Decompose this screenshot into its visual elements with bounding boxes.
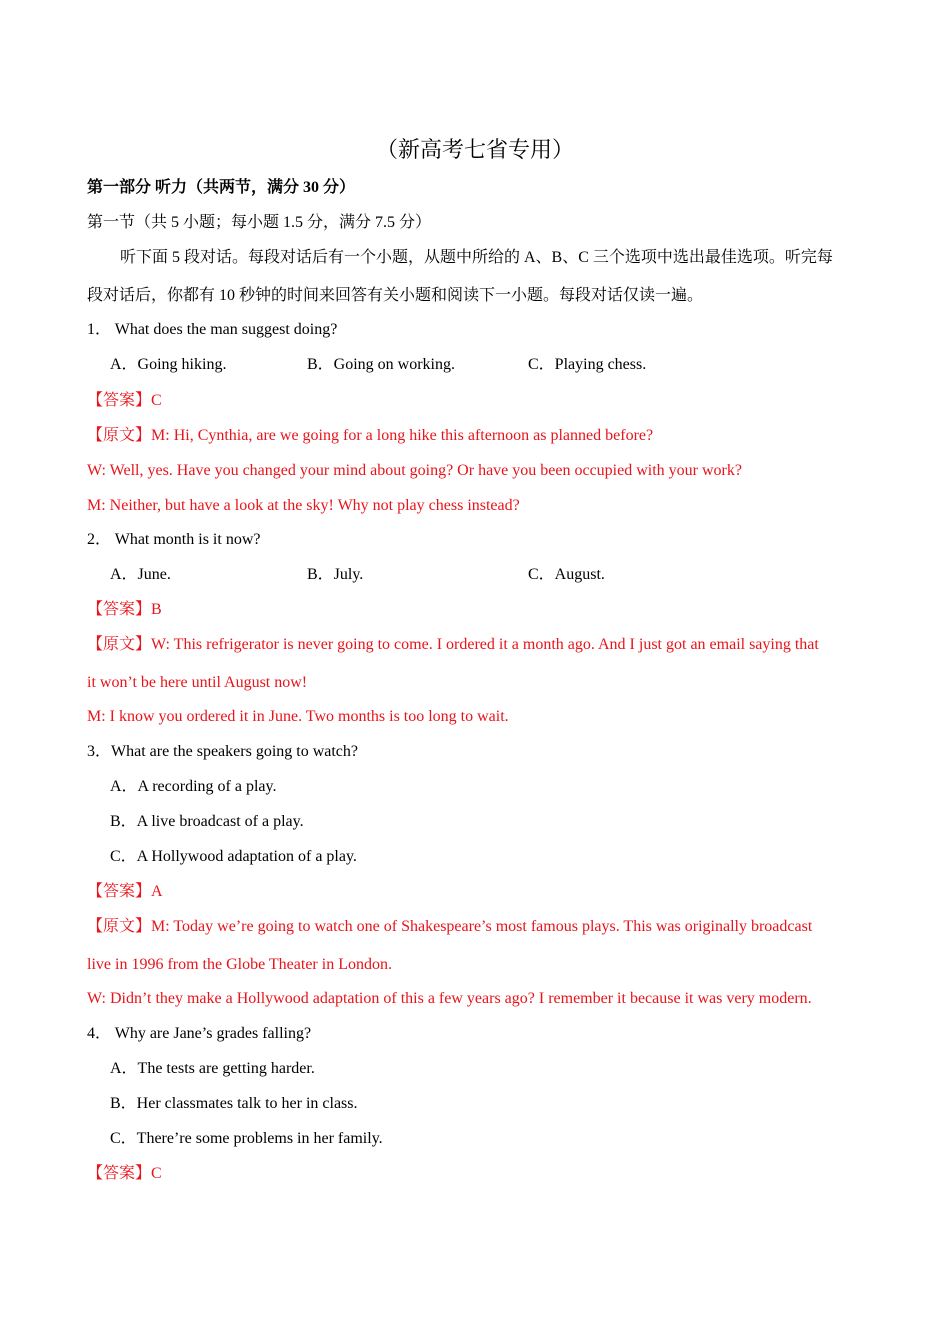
question-2-answer [87, 600, 162, 620]
section-heading: 第一节（共 5 小题；每小题 1.5 分，满分 7.5 分） [87, 214, 432, 231]
question-2-option-a: A．June. [110, 566, 171, 583]
question-4-answer [87, 1164, 162, 1184]
question-3-option-a: A．A recording of a play. [110, 778, 277, 795]
question-1-option-a: A．Going hiking. [110, 356, 227, 373]
answer-tag: 【答案】 [87, 1165, 152, 1182]
answer-tag: 【答案】 [87, 601, 152, 618]
question-1-stem: 1． What does the man suggest doing? [87, 321, 338, 338]
answer-value: C [151, 1165, 162, 1182]
question-4-option-a: A．The tests are getting harder. [110, 1060, 315, 1077]
script-text: M: Today we’re going to watch one of Shakespeare’s most famous plays. This was originally broadcast [151, 918, 813, 935]
question-1-script-line-3: M: Neither, but have a look at the sky! Why not play chess instead? [87, 497, 520, 514]
instructions-line-1: 听下面 5 段对话。每段对话后有一个小题，从题中所给的 A、B、C 三个选项中选出最佳选项。听完每 [120, 249, 833, 266]
script-tag: 【原文】 [87, 918, 152, 935]
page-title: （新高考七省专用） [375, 137, 574, 162]
question-3-script-line-3: W: Didn’t they make a Hollywood adaptation of this a few years ago? I remember it because it was very modern. [87, 990, 812, 1007]
script-tag: 【原文】 [87, 636, 152, 653]
question-1-script-line-2: W: Well, yes. Have you changed your mind about going? Or have you been occupied with your work? [87, 462, 742, 479]
question-4-stem: 4． Why are Jane’s grades falling? [87, 1025, 312, 1042]
question-4-option-b: B．Her classmates talk to her in class. [110, 1095, 358, 1112]
answer-value: C [151, 392, 162, 409]
instructions-line-2: 段对话后，你都有 10 秒钟的时间来回答有关小题和阅读下一小题。每段对话仅读一遍。 [87, 287, 704, 304]
answer-value: B [151, 601, 162, 618]
script-text: M: Hi, Cynthia, are we going for a long hike this afternoon as planned before? [151, 427, 654, 444]
question-3-stem: 3．What are the speakers going to watch? [87, 743, 359, 760]
question-2-option-b: B．July. [307, 566, 364, 583]
question-3-option-b: B．A live broadcast of a play. [110, 813, 304, 830]
question-3-option-c: C．A Hollywood adaptation of a play. [110, 848, 357, 865]
question-3-script-line-1 [87, 917, 812, 937]
question-2-script-line-2: it won’t be here until August now! [87, 674, 308, 691]
question-1-answer [87, 391, 162, 411]
script-text: W: This refrigerator is never going to come. I ordered it a month ago. And I just got an email saying that [151, 636, 819, 653]
question-2-script-line-1 [87, 635, 819, 655]
question-4-option-c: C．There’re some problems in her family. [110, 1130, 383, 1147]
answer-tag: 【答案】 [87, 392, 152, 409]
answer-tag: 【答案】 [87, 883, 152, 900]
question-2-stem: 2． What month is it now? [87, 531, 261, 548]
question-2-script-line-3: M: I know you ordered it in June. Two months is too long to wait. [87, 708, 509, 725]
question-2-option-c: C．August. [528, 566, 605, 583]
question-1-option-c: C．Playing chess. [528, 356, 647, 373]
answer-value: A [151, 883, 163, 900]
question-1-script-line-1 [87, 426, 653, 446]
question-1-option-b: B．Going on working. [307, 356, 456, 373]
question-3-script-line-2: live in 1996 from the Globe Theater in London. [87, 956, 392, 973]
part-heading: 第一部分 听力（共两节，满分 30 分） [87, 179, 356, 196]
question-3-answer [87, 882, 163, 902]
script-tag: 【原文】 [87, 427, 152, 444]
